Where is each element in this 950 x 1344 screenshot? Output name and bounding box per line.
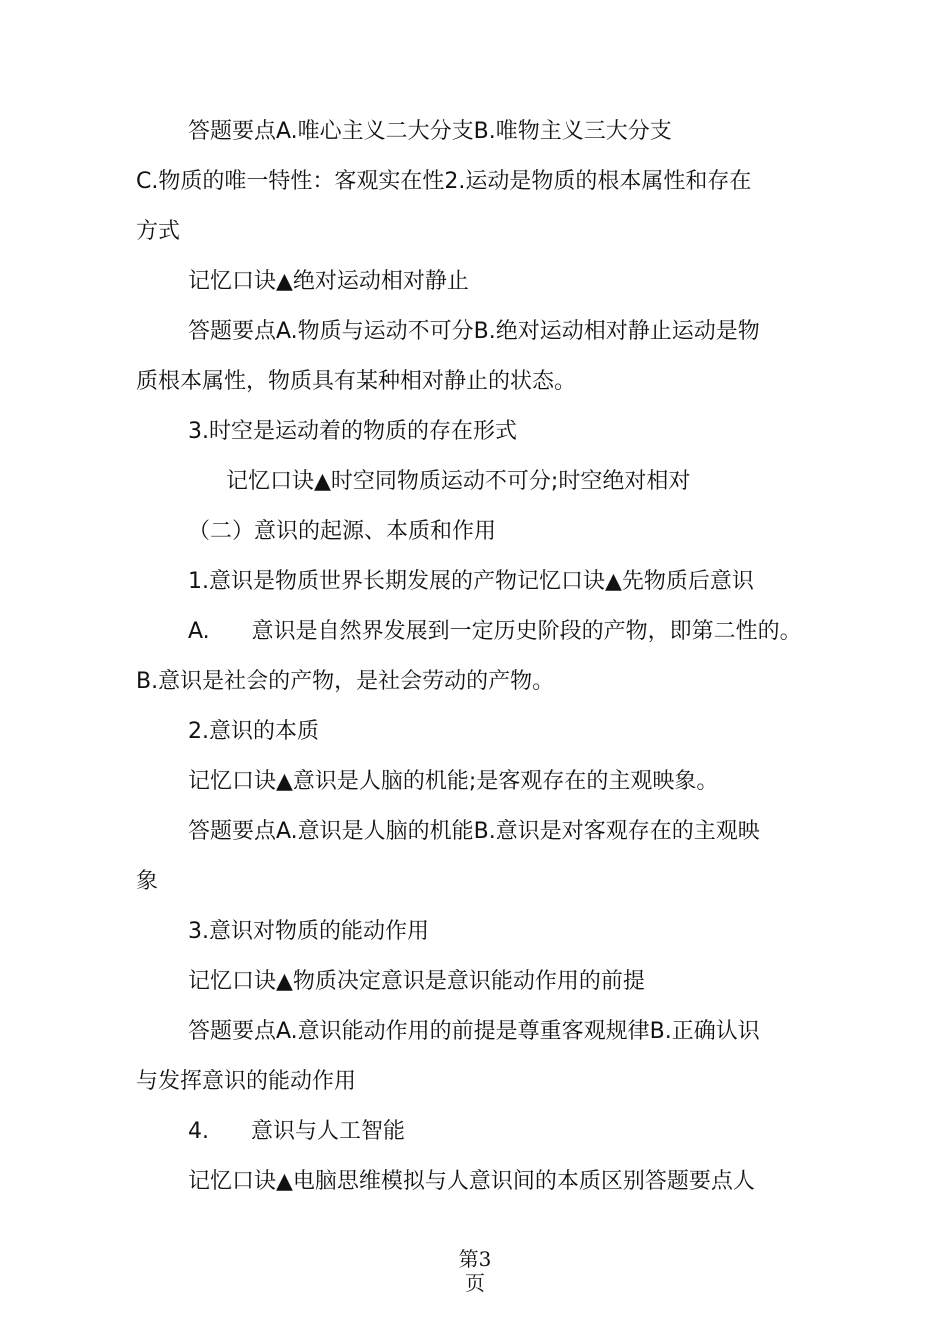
- text-line-15: 答题要点A.意识是人脑的机能B.意识是对客观存在的主观映: [188, 819, 760, 844]
- text-line-18: 记忆口诀▲物质决定意识是意识能动作用的前提: [188, 969, 645, 994]
- text-line-13: 2.意识的本质: [188, 719, 319, 744]
- text-line-20: 与发挥意识的能动作用: [136, 1069, 357, 1094]
- text-line-2: C.物质的唯一特性：客观实在性2.运动是物质的根本属性和存在: [136, 169, 752, 194]
- text-line-7: 3.时空是运动着的物质的存在形式: [188, 419, 517, 444]
- page-number-line-1: 第3: [458, 1247, 492, 1271]
- text-line-21: 4. 意识与人工智能: [188, 1119, 405, 1144]
- text-line-17: 3.意识对物质的能动作用: [188, 919, 429, 944]
- text-line-16: 象: [136, 869, 159, 894]
- text-line-10: 1.意识是物质世界长期发展的产物记忆口诀▲先物质后意识: [188, 569, 754, 594]
- text-line-6: 质根本属性，物质具有某种相对静止的状态。: [136, 369, 577, 394]
- text-line-14: 记忆口诀▲意识是人脑的机能;是客观存在的主观映象。: [188, 769, 719, 794]
- text-line-19: 答题要点A.意识能动作用的前提是尊重客观规律B.正确认识: [188, 1019, 760, 1044]
- text-line-1: 答题要点A.唯心主义二大分支B.唯物主义三大分支: [188, 119, 672, 144]
- page-number: [0, 1247, 950, 1295]
- text-line-12: B.意识是社会的产物，是社会劳动的产物。: [136, 669, 555, 694]
- text-line-3: 方式: [136, 219, 181, 244]
- section-heading: （二）意识的起源、本质和作用: [188, 519, 497, 544]
- text-line-5: 答题要点A.物质与运动不可分B.绝对运动相对静止运动是物: [188, 319, 760, 344]
- text-line-4: 记忆口诀▲绝对运动相对静止: [188, 269, 469, 294]
- text-line-8: 记忆口诀▲时空同物质运动不可分;时空绝对相对: [226, 469, 691, 494]
- page-number-line-2: 页: [465, 1271, 485, 1295]
- text-line-22: 记忆口诀▲电脑思维模拟与人意识间的本质区别答题要点人: [188, 1169, 755, 1194]
- text-line-11: A. 意识是自然界发展到一定历史阶段的产物，即第二性的。: [188, 619, 802, 644]
